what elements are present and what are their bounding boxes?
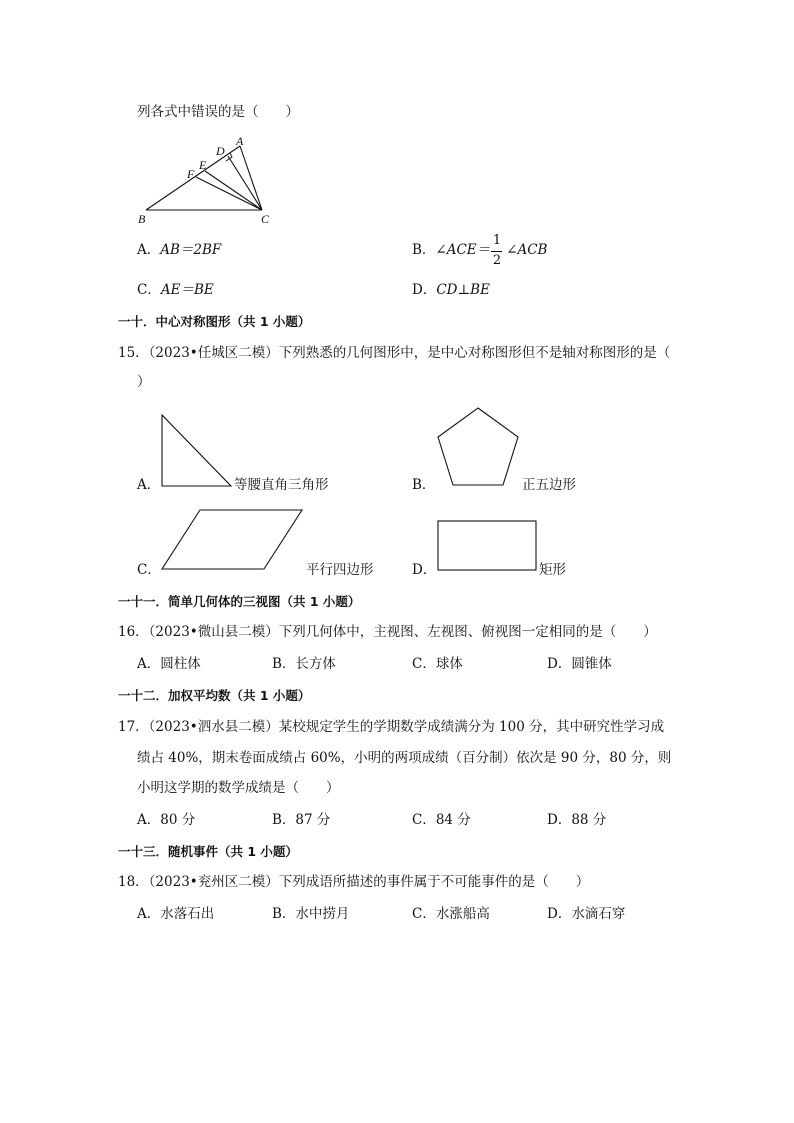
q15-option-c-label: C． — [137, 562, 161, 578]
fraction-numerator: 1 — [492, 233, 502, 248]
q16-option-b: B．长方体 — [272, 656, 336, 672]
label-D: D — [216, 144, 225, 158]
q14-option-a: A．AB＝2BF — [137, 242, 222, 258]
q17-option-b: B．87 分 — [272, 812, 331, 828]
rectangle-shape — [438, 521, 536, 570]
parallelogram-shape — [162, 510, 302, 569]
q14-option-d: D．CD⊥BE — [412, 282, 490, 298]
q15-option-a-caption: 等腰直角三角形 — [234, 477, 329, 493]
q14-option-b: B．∠ACE＝ ∠ACB — [412, 242, 548, 258]
q14-option-c: C．AE＝BE — [137, 282, 214, 298]
q15-option-d-caption: 矩形 — [539, 562, 566, 578]
q16-option-d: D．圆锥体 — [547, 656, 612, 672]
q18-option-a: A．水落石出 — [137, 906, 215, 922]
q15-stem-close: ） — [137, 374, 151, 390]
q18-option-c: C．水涨船高 — [412, 906, 490, 922]
label-E: E — [199, 158, 207, 172]
q15-stem: 15．（2023•任城区二模）下列熟悉的几何图形中，是中心对称图形但不是轴对称图形的是（ — [118, 345, 671, 361]
q18-option-d: D．水滴石穿 — [547, 906, 626, 922]
q15-option-b-label: B． — [412, 477, 436, 493]
q17-stem-line1: 17．（2023•泗水县二模）某校规定学生的学期数学成绩满分为 100 分，其中研究性学习成 — [118, 719, 665, 735]
label-F: F — [187, 167, 195, 181]
label-B: B — [138, 212, 146, 226]
q15-option-d-label: D． — [412, 562, 437, 578]
q16-option-a: A．圆柱体 — [137, 656, 201, 672]
section-heading: 一十三．随机事件（共 1 小题） — [118, 844, 298, 859]
q18-option-b: B．水中捞月 — [272, 906, 350, 922]
q14-stem-tail: 列各式中错误的是（ ） — [137, 104, 299, 120]
q16-stem: 16．（2023•微山县二模）下列几何体中，主视图、左视图、俯视图一定相同的是（ ） — [118, 624, 657, 640]
q15-option-b-caption: 正五边形 — [522, 477, 576, 493]
section-heading: 一十一．简单几何体的三视图（共 1 小题） — [118, 594, 361, 609]
regular-pentagon-shape — [438, 408, 518, 485]
label-C: C — [261, 212, 270, 226]
q17-option-a: A．80 分 — [137, 812, 196, 828]
q17-option-d: D．88 分 — [547, 812, 607, 828]
section-heading: 一十．中心对称图形（共 1 小题） — [118, 314, 311, 329]
q17-stem-line3: 小明这学期的数学成绩是（ ） — [137, 780, 340, 796]
q18-stem: 18．（2023•兖州区二模）下列成语所描述的事件属于不可能事件的是（ ） — [118, 874, 590, 890]
right-isosceles-triangle-shape — [162, 415, 231, 486]
label-A: A — [236, 134, 244, 148]
q15-option-c-caption: 平行四边形 — [306, 562, 374, 578]
fraction-denominator: 2 — [492, 253, 502, 268]
q17-stem-line2: 绩占 40%，期末卷面成绩占 60%，小明的两项成绩（百分制）依次是 90 分，80 分，则 — [137, 750, 672, 766]
q16-option-c: C．球体 — [412, 656, 463, 672]
q15-option-a-label: A． — [137, 477, 161, 493]
section-heading: 一十二．加权平均数（共 1 小题） — [118, 688, 311, 703]
q17-option-c: C．84 分 — [412, 812, 471, 828]
